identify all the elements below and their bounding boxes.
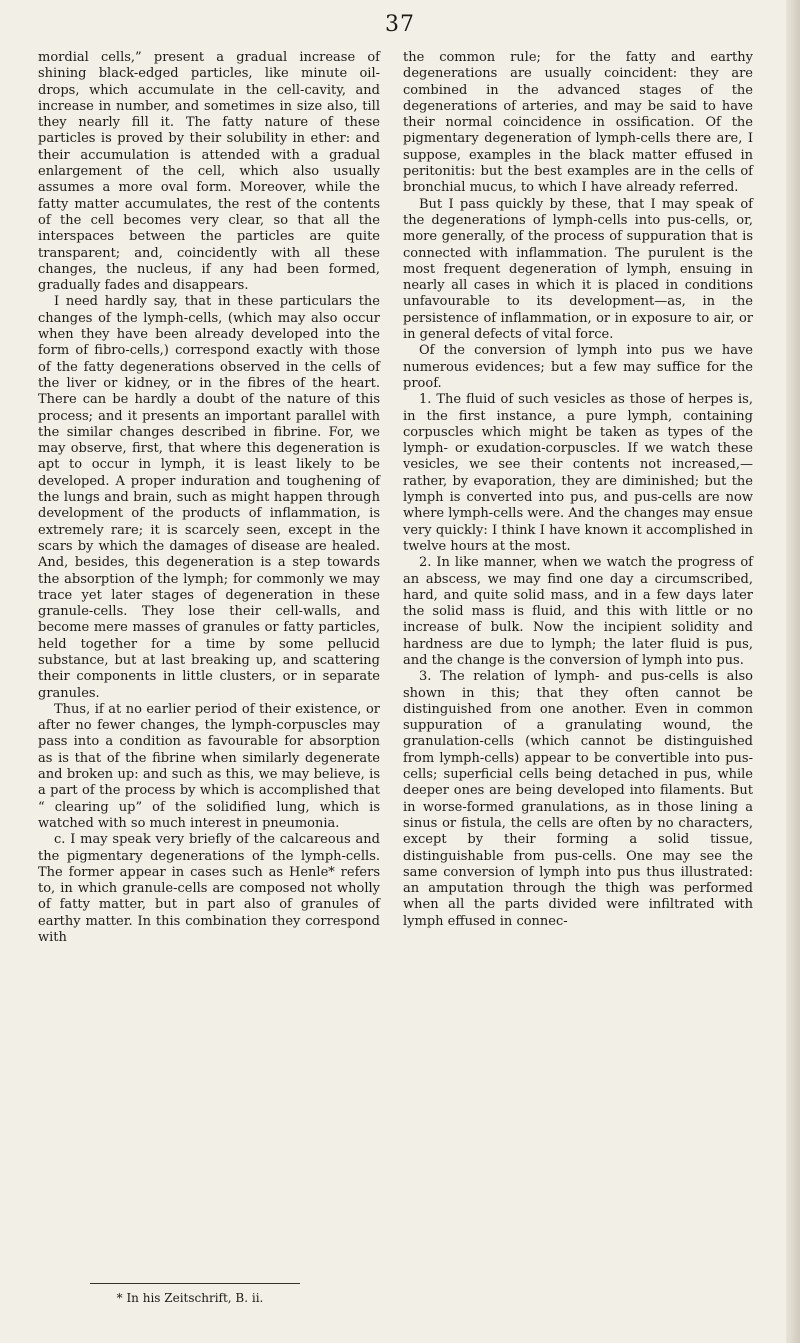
page-number: 37	[385, 12, 415, 37]
right-column	[403, 50, 753, 930]
page-edge-shadow	[786, 0, 800, 1343]
paragraph: 2. In like manner, when we watch the progress of an abscess, we may find one day a circumscribed, hard, and quite solid mass, and in a few days later the solid mass is fluid, and this with little or no increase of bulk. Now the incipient solidity and hardness are due to lymph; the later fluid is pus, and the change is the conversion of lymph into pus.	[403, 555, 753, 668]
paragraph: 3. The relation of lymph- and pus-cells is also shown in this; that they often cannot be distinguished from one another. Even in common suppuration of a granulating wound, the granulation-cells (which cannot be distinguished from lymph-cells) appear to be convertible into pus-cells; superficial cells being detached in pus, while deeper ones are being developed into filaments. But in worse-formed granulations, as in those lining a sinus or fistula, the cells are often by no characters, except by their forming a solid tissue, distinguishable from pus-cells. One may see the same conversion of lymph into pus thus illustrated: an amputation through the thigh was performed when all the parts divided were infiltrated with lymph effused in connec-	[403, 669, 753, 929]
left-column	[38, 50, 380, 946]
paragraph: Thus, if at no earlier period of their existence, or after no fewer changes, the lymph-corpuscles may pass into a condition as favourable for absorption as is that of the fibrine when similarly degenerate and broken up: and such as this, we may believe, is a part of the process by which is accomplished that “ clearing up” of the solidified lung, which is watched with so much interest in pneumonia.	[38, 701, 380, 831]
paragraph: the common rule; for the fatty and earthy degenerations are usually coincident: they are combined in the advanced stages of the degenerations of arteries, and may be said to have their normal coincidence in ossification. Of the pigmentary degeneration of lymph-cells there are, I suppose, examples in the black matter effused in peritonitis: but the best examples are in the cells of bronchial mucus, to which I have already referred.	[403, 50, 753, 196]
paragraph: c. I may speak very briefly of the calcareous and the pigmentary degenerations of the lymph-cells. The former appear in cases such as Henle* refers to, in which granule-cells are composed not wholly of fatty matter, but in part also of granules of earthy matter. In this combination they correspond with	[38, 832, 380, 946]
paragraph: 1. The fluid of such vesicles as those of herpes is, in the first instance, a pure lymph, containing corpuscles which might be taken as types of the lymph- or exudation-corpuscles. If we watch these vesicles, we see their contents not increased,— rather, by evaporation, they are diminished; but the lymph is converted into pus, and pus-cells are now where lymph-cells were. And the changes may ensue very quickly: I think I have known it accomplished in twelve hours at the most.	[403, 392, 753, 554]
paragraph: Of the conversion of lymph into pus we have numerous evidences; but a few may suffice for the proof.	[403, 343, 753, 391]
footnote-rule	[90, 1283, 300, 1284]
paragraph: But I pass quickly by these, that I may speak of the degenerations of lymph-cells into pus-cells, or, more generally, of the process of suppuration that is connected with inflammation. The purulent is the most frequent degeneration of lymph, ensuing in nearly all cases in which it is placed in conditions unfavourable to its development—as, in the persistence of inflammation, or in exposure to air, or in general defects of vital force.	[403, 196, 753, 343]
footnote: * In his Zeitschrift, B. ii.	[116, 1291, 264, 1305]
paragraph: mordial cells,” present a gradual increase of shining black-edged particles, like minute oil-drops, which accumulate in the cell-cavity, and increase in number, and sometimes in size also, till they nearly fill it. The fatty nature of these particles is proved by their solubility in ether: and their accumulation is attended with a gradual enlargement of the cell, which also usually assumes a more oval form. Moreover, while the fatty matter accumulates, the rest of the contents of the cell becomes very clear, so that all the interspaces between the particles are quite transparent; and, coincidently with all these changes, the nucleus, if any had been formed, gradually fades and disappears.	[38, 50, 380, 294]
paragraph: I need hardly say, that in these particulars the changes of the lymph-cells, (which may also occur when they have been already developed into the form of fibro-cells,) correspond exactly with those of the fatty degenerations observed in the cells of the liver or kidney, or in the fibres of the heart. There can be hardly a doubt of the nature of this process; and it presents an important parallel with the similar changes described in fibrine. For, we may observe, first, that where this degeneration is apt to occur in lymph, it is least likely to be developed. A proper induration and toughening of the lungs and brain, such as might happen through development of the products of inflammation, is extremely rare; it is scarcely seen, except in the scars by which the damages of disease are healed. And, besides, this degeneration is a step towards the absorption of the lymph; for commonly we may trace yet later stages of degeneration in these granule-cells. They lose their cell-walls, and become mere masses of granules or fatty particles, held together for a time by some pellucid substance, but at last breaking up, and scattering their components in little clusters, or in separate granules.	[38, 294, 380, 701]
